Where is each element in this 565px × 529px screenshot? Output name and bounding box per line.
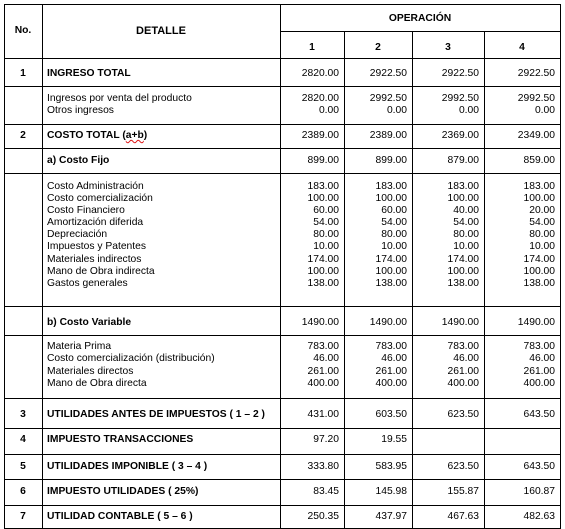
value-op-1: 60.00: [313, 205, 339, 216]
grid-line: [4, 148, 561, 149]
grid-line: [4, 124, 561, 125]
value-op-4: 859.00: [523, 155, 555, 166]
value-op-3: 138.00: [447, 278, 479, 289]
value-op-2: 145.98: [375, 486, 407, 497]
row-label: Costo comercialización (distribución): [47, 353, 215, 364]
value-op-2: 46.00: [381, 353, 407, 364]
row-label: Gastos generales: [47, 278, 128, 289]
grid-line: [4, 58, 561, 59]
value-op-4: 261.00: [523, 366, 555, 377]
value-op-4: 2922.50: [517, 68, 555, 79]
grid-line: [4, 173, 561, 174]
row-label: Materiales indirectos: [47, 254, 142, 265]
value-op-4: 100.00: [523, 193, 555, 204]
value-op-3: 183.00: [447, 181, 479, 192]
header-operacion: OPERACIÓN: [388, 13, 452, 24]
value-op-4: 138.00: [523, 278, 555, 289]
value-op-1: 174.00: [307, 254, 339, 265]
grid-line: [4, 86, 561, 87]
value-op-3: 783.00: [447, 341, 479, 352]
value-op-3: 54.00: [453, 217, 479, 228]
row-label: UTILIDAD CONTABLE ( 5 – 6 ): [47, 511, 193, 522]
header-detalle: DETALLE: [136, 25, 186, 37]
row-label: Materiales directos: [47, 366, 134, 377]
value-op-2: 2992.50: [369, 93, 407, 104]
row-label: Mano de Obra directa: [47, 378, 147, 389]
row-number: 2: [20, 130, 26, 141]
row-label: INGRESO TOTAL: [47, 68, 131, 79]
row-label: Materia Prima: [47, 341, 112, 352]
value-op-4: 2349.00: [517, 130, 555, 141]
value-op-2: 100.00: [375, 193, 407, 204]
value-op-2: 19.55: [381, 434, 407, 445]
value-op-4: 174.00: [523, 254, 555, 265]
value-op-2: 0.00: [386, 105, 407, 116]
value-op-2: 583.95: [375, 461, 407, 472]
row-label: UTILIDADES ANTES DE IMPUESTOS ( 1 – 2 ): [47, 409, 265, 420]
value-op-4: 783.00: [523, 341, 555, 352]
value-op-1: 899.00: [307, 155, 339, 166]
value-op-4: 643.50: [523, 409, 555, 420]
row-number: 1: [20, 68, 26, 79]
row-label: b) Costo Variable: [47, 317, 132, 328]
value-op-2: 100.00: [375, 266, 407, 277]
row-label: Amortización diferida: [47, 217, 144, 228]
value-op-4: 2992.50: [517, 93, 555, 104]
value-op-1: 100.00: [307, 266, 339, 277]
value-op-3: 100.00: [447, 193, 479, 204]
value-op-1: 400.00: [307, 378, 339, 389]
value-op-1: 250.35: [307, 511, 339, 522]
value-op-3: 2369.00: [441, 130, 479, 141]
grid-line: [4, 306, 561, 307]
value-op-1: 46.00: [313, 353, 339, 364]
value-op-2: 183.00: [375, 181, 407, 192]
value-op-4: 183.00: [523, 181, 555, 192]
grid-line: [4, 398, 561, 399]
value-op-4: 54.00: [529, 217, 555, 228]
value-op-1: 2820.00: [301, 93, 339, 104]
value-op-1: 97.20: [313, 434, 339, 445]
value-op-3: 467.63: [447, 511, 479, 522]
value-op-3: 879.00: [447, 155, 479, 166]
value-op-3: 2922.50: [441, 68, 479, 79]
row-number: 3: [20, 409, 26, 420]
grid-line: [4, 479, 561, 480]
value-op-4: 80.00: [529, 229, 555, 240]
row-label: UTILIDADES IMPONIBLE ( 3 – 4 ): [47, 461, 208, 472]
value-op-3: 46.00: [453, 353, 479, 364]
grid-line: [4, 4, 561, 5]
value-op-3: 100.00: [447, 266, 479, 277]
value-op-1: 183.00: [307, 181, 339, 192]
value-op-4: 46.00: [529, 353, 555, 364]
value-op-2: 10.00: [381, 241, 407, 252]
value-op-2: 2389.00: [369, 130, 407, 141]
value-op-1: 431.00: [307, 409, 339, 420]
value-op-3: 623.50: [447, 409, 479, 420]
row-label: Impuestos y Patentes: [47, 241, 147, 252]
value-op-1: 138.00: [307, 278, 339, 289]
spellcheck-mark: a+b: [125, 130, 144, 141]
value-op-2: 783.00: [375, 341, 407, 352]
value-op-3: 40.00: [453, 205, 479, 216]
value-op-2: 138.00: [375, 278, 407, 289]
value-op-2: 261.00: [375, 366, 407, 377]
value-op-3: 10.00: [453, 241, 479, 252]
value-op-2: 437.97: [375, 511, 407, 522]
value-op-2: 400.00: [375, 378, 407, 389]
value-op-2: 1490.00: [369, 317, 407, 328]
grid-line: [4, 335, 561, 336]
grid-line: [42, 4, 43, 529]
value-op-2: 54.00: [381, 217, 407, 228]
value-op-3: 623.50: [447, 461, 479, 472]
grid-line: [560, 4, 561, 529]
grid-line: [4, 4, 5, 529]
value-op-1: 83.45: [313, 486, 339, 497]
value-op-4: 0.00: [534, 105, 555, 116]
row-label: Ingresos por venta del producto: [47, 93, 192, 104]
header-op-4: 4: [519, 42, 525, 53]
value-op-4: 20.00: [529, 205, 555, 216]
header-op-3: 3: [445, 42, 451, 53]
row-label: IMPUESTO TRANSACCIONES: [47, 434, 194, 445]
value-op-4: 643.50: [523, 461, 555, 472]
value-op-1: 783.00: [307, 341, 339, 352]
value-op-2: 80.00: [381, 229, 407, 240]
header-op-1: 1: [309, 42, 315, 53]
value-op-3: 155.87: [447, 486, 479, 497]
value-op-1: 261.00: [307, 366, 339, 377]
value-op-1: 333.80: [307, 461, 339, 472]
value-op-1: 1490.00: [301, 317, 339, 328]
header-op-2: 2: [375, 42, 381, 53]
value-op-4: 10.00: [529, 241, 555, 252]
value-op-3: 2992.50: [441, 93, 479, 104]
value-op-2: 60.00: [381, 205, 407, 216]
row-label: Costo comercialización: [47, 193, 153, 204]
value-op-3: 80.00: [453, 229, 479, 240]
row-number: 5: [20, 461, 26, 472]
value-op-1: 2389.00: [301, 130, 339, 141]
value-op-2: 174.00: [375, 254, 407, 265]
grid-line: [4, 428, 561, 429]
row-number: 6: [20, 486, 26, 497]
value-op-4: 160.87: [523, 486, 555, 497]
value-op-3: 174.00: [447, 254, 479, 265]
value-op-2: 2922.50: [369, 68, 407, 79]
grid-line: [4, 454, 561, 455]
row-number: 7: [20, 511, 26, 522]
value-op-2: 899.00: [375, 155, 407, 166]
grid-line: [4, 505, 561, 506]
value-op-3: 0.00: [458, 105, 479, 116]
value-op-1: 10.00: [313, 241, 339, 252]
row-label: Mano de Obra indirecta: [47, 266, 155, 277]
value-op-3: 261.00: [447, 366, 479, 377]
row-label: a) Costo Fijo: [47, 155, 110, 166]
value-op-3: 1490.00: [441, 317, 479, 328]
value-op-3: 400.00: [447, 378, 479, 389]
value-op-4: 1490.00: [517, 317, 555, 328]
row-label: Costo Administración: [47, 181, 144, 192]
value-op-1: 80.00: [313, 229, 339, 240]
value-op-2: 603.50: [375, 409, 407, 420]
row-label: Otros ingresos: [47, 105, 114, 116]
value-op-4: 482.63: [523, 511, 555, 522]
value-op-1: 2820.00: [301, 68, 339, 79]
value-op-4: 100.00: [523, 266, 555, 277]
value-op-1: 0.00: [318, 105, 339, 116]
value-op-1: 54.00: [313, 217, 339, 228]
row-label: Depreciación: [47, 229, 108, 240]
row-label: IMPUESTO UTILIDADES ( 25%): [47, 486, 199, 497]
grid-line: [280, 31, 561, 32]
row-label: Costo Financiero: [47, 205, 125, 216]
value-op-4: 400.00: [523, 378, 555, 389]
value-op-1: 100.00: [307, 193, 339, 204]
row-number: 4: [20, 434, 26, 445]
header-no: No.: [14, 25, 32, 36]
row-label: COSTO TOTAL (a+b): [47, 130, 148, 141]
